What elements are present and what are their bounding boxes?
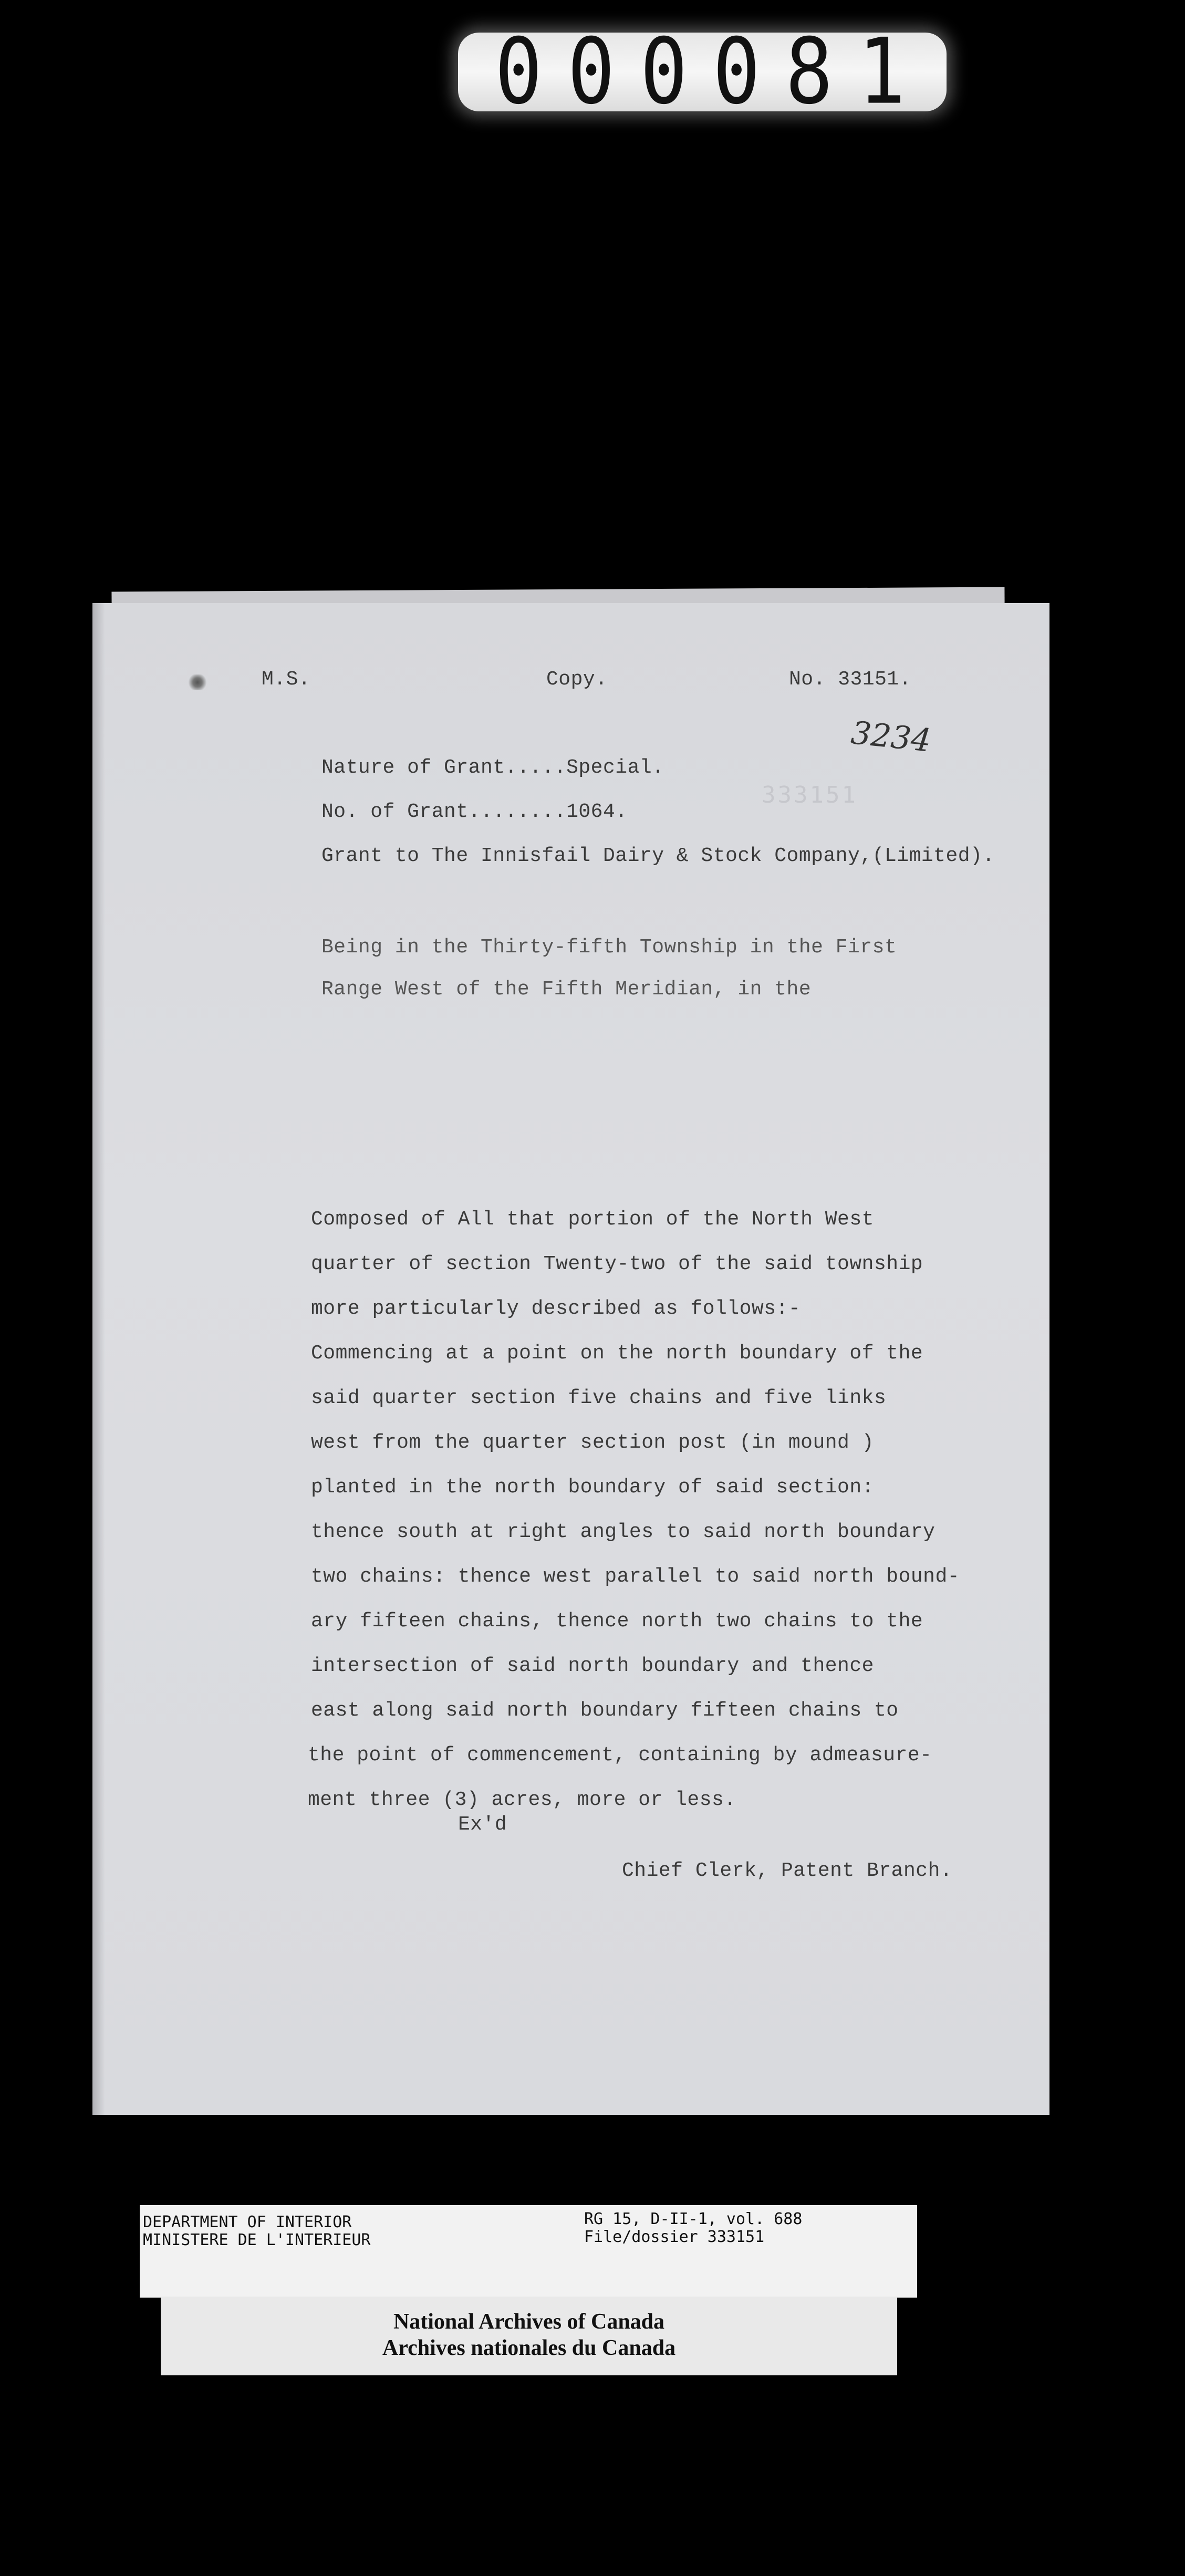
description-line: ment three (3) acres, more or less. [308, 1789, 736, 1811]
grant-number: No. of Grant........1064. [321, 801, 628, 823]
frame-counter-label [458, 19, 947, 125]
department-en: DEPARTMENT OF INTERIOR [143, 2213, 352, 2231]
department-fr: MINISTERE DE L'INTERIEUR [143, 2231, 371, 2249]
handwritten-file-number: 3234 [849, 714, 933, 760]
ink-mark-icon [187, 674, 208, 690]
description-line: planted in the north boundary of said section: [311, 1476, 874, 1499]
signature-line: Chief Clerk, Patent Branch. [622, 1860, 953, 1882]
nature-of-grant: Nature of Grant.....Special. [321, 756, 664, 779]
examined-mark: Ex'd [458, 1813, 507, 1836]
header-copy: Copy. [546, 668, 608, 691]
sheet-edge-shadow [92, 603, 105, 2115]
faint-stamp: 333151 [762, 782, 858, 808]
archives-name-fr: Archives nationales du Canada [382, 2336, 676, 2360]
grantee: Grant to The Innisfail Dairy & Stock Company,(Limited). [321, 845, 995, 867]
department-label [143, 2214, 370, 2249]
description-line: intersection of said north boundary and thence [311, 1655, 874, 1677]
header-number: No. 33151. [789, 668, 912, 691]
description-line: ary fifteen chains, thence north two chains to the [311, 1610, 923, 1633]
archive-reference-bar [140, 2205, 917, 2298]
description-line: thence south at right angles to said north boundary [311, 1521, 935, 1543]
file-dossier: File/dossier 333151 [584, 2228, 765, 2246]
record-group: RG 15, D-II-1, vol. 688 [584, 2210, 803, 2228]
description-line: said quarter section five chains and five links [311, 1387, 887, 1409]
description-line: more particularly described as follows:- [311, 1297, 801, 1320]
description-line: Composed of All that portion of the North West [311, 1208, 874, 1231]
header-ms: M.S. [262, 668, 311, 691]
location-line: Being in the Thirty-fifth Township in the First [321, 936, 897, 959]
description-line: two chains: thence west parallel to said north bound- [311, 1565, 960, 1588]
location-line: Range West of the Fifth Meridian, in the [321, 978, 812, 1001]
archives-name-bar [161, 2297, 897, 2375]
description-line: Commencing at a point on the north boundary of the [311, 1342, 923, 1365]
description-line: quarter of section Twenty-two of the said township [311, 1253, 923, 1275]
frame-number: 000081 [495, 19, 931, 125]
archives-name-en: National Archives of Canada [393, 2310, 665, 2334]
description-line: west from the quarter section post (in mound ) [311, 1431, 874, 1454]
description-line: east along said north boundary fifteen chains to [311, 1699, 899, 1722]
description-line: the point of commencement, containing by admeasure- [308, 1744, 932, 1767]
file-reference [584, 2210, 802, 2246]
